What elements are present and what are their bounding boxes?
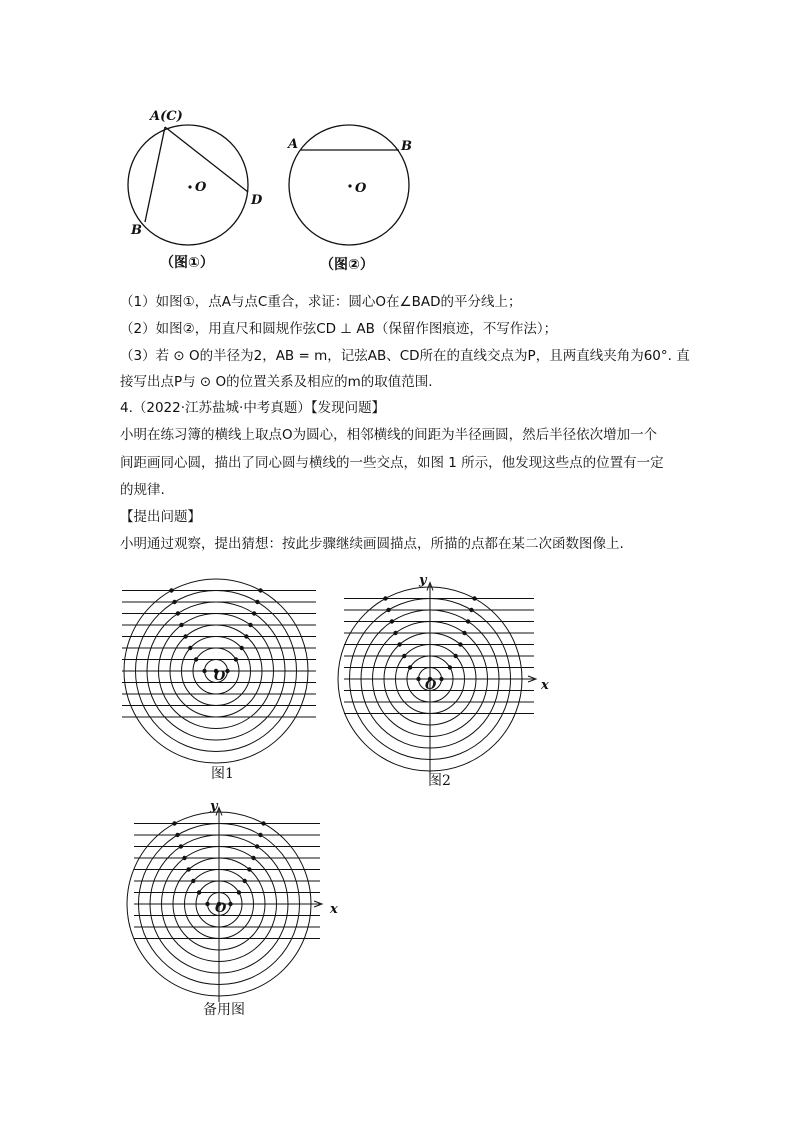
intersection-point	[469, 608, 473, 612]
intersection-point	[390, 619, 394, 623]
circle-o	[128, 125, 248, 245]
problem-4-pose-question: 【提出问题】	[120, 509, 201, 525]
label-b: B	[401, 139, 412, 154]
chord-ad	[165, 127, 248, 192]
intersection-point	[466, 619, 470, 623]
label-b: B	[131, 223, 142, 238]
x-axis-label: x	[330, 902, 338, 917]
intersection-point	[172, 821, 176, 825]
center-dot	[188, 185, 191, 188]
label-a-c: A(C)	[150, 109, 183, 124]
label-d: D	[251, 193, 263, 208]
intersection-point	[393, 631, 397, 635]
y-axis-label: y	[419, 573, 427, 588]
grid-figure-2-caption: 图2	[428, 773, 451, 789]
label-o: O	[195, 180, 207, 195]
intersection-point	[183, 634, 187, 638]
intersection-point	[258, 833, 262, 837]
intersection-point	[255, 600, 259, 604]
problem-4-line-4: 小明通过观察，提出猜想：按此步骤继续画圆描点，所描的点都在某二次函数图像上.	[120, 536, 624, 552]
intersection-point	[244, 634, 248, 638]
intersection-point	[243, 879, 247, 883]
center-dot	[348, 184, 351, 187]
figure-1-caption: （图①）	[160, 255, 214, 271]
question-3-line-2: 接写出点P与 ⊙ O的位置关系及相应的m的取值范围.	[120, 374, 433, 390]
chord-ab	[145, 127, 165, 222]
intersection-point	[194, 657, 198, 661]
intersection-point	[176, 611, 180, 615]
intersection-point	[439, 677, 443, 681]
x-axis-label: x	[541, 678, 549, 693]
question-1: （1）如图①，点A与点C重合，求证：圆心O在∠BAD的平分线上；	[120, 294, 522, 310]
figure-1-circle-chords	[118, 100, 278, 245]
intersection-point	[472, 596, 476, 600]
center-label-o: O	[425, 678, 437, 693]
figure-2-caption: （图②）	[320, 257, 374, 273]
intersection-point	[408, 665, 412, 669]
intersection-point	[234, 657, 238, 661]
grid-figure-1	[120, 572, 320, 762]
intersection-point	[261, 821, 265, 825]
grid-figure-2	[342, 572, 562, 767]
intersection-point	[188, 646, 192, 650]
label-o: O	[355, 181, 367, 196]
intersection-point	[197, 890, 201, 894]
intersection-point	[386, 608, 390, 612]
y-axis-label: y	[210, 799, 218, 814]
intersection-point	[255, 844, 259, 848]
intersection-point	[397, 642, 401, 646]
intersection-point	[172, 600, 176, 604]
center-label-o: O	[215, 901, 227, 916]
problem-4-line-2: 间距画同心圆，描出了同心圆与横线的一些交点，如图 1 所示，他发现这些点的位置有一定	[120, 455, 664, 471]
intersection-point	[251, 856, 255, 860]
problem-4-line-1: 小明在练习簿的横线上取点O为圆心，相邻横线的间距为半径画圆，然后半径依次增加一个	[120, 427, 658, 443]
center-label-o: O	[214, 669, 226, 684]
intersection-point	[252, 611, 256, 615]
question-3-line-1: （3）若 ⊙ O的半径为2，AB = m，记弦AB、CD所在的直线交点为P，且两直线夹角为60°. 直	[120, 348, 690, 364]
grid-figure-spare-caption: 备用图	[203, 1002, 245, 1018]
intersection-point	[202, 669, 206, 673]
intersection-point	[462, 631, 466, 635]
intersection-point	[179, 623, 183, 627]
intersection-point	[169, 588, 173, 592]
intersection-point	[402, 654, 406, 658]
intersection-point	[258, 588, 262, 592]
intersection-point	[416, 677, 420, 681]
intersection-point	[237, 890, 241, 894]
intersection-point	[248, 623, 252, 627]
intersection-point	[383, 596, 387, 600]
intersection-point	[240, 646, 244, 650]
grid-figure-1-caption: 图1	[211, 766, 234, 782]
figure-2-circle-chord	[280, 120, 420, 250]
intersection-point	[448, 665, 452, 669]
intersection-point	[458, 642, 462, 646]
problem-4-line-3: 的规律.	[120, 482, 165, 498]
intersection-point	[191, 879, 195, 883]
grid-figure-spare	[128, 796, 348, 992]
intersection-point	[454, 654, 458, 658]
intersection-point	[225, 669, 229, 673]
intersection-point	[186, 867, 190, 871]
problem-4-header: 4.（2022·江苏盐城·中考真题）【发现问题】	[120, 400, 386, 416]
intersection-point	[179, 844, 183, 848]
intersection-point	[228, 902, 232, 906]
intersection-point	[182, 856, 186, 860]
intersection-point	[175, 833, 179, 837]
question-2: （2）如图②，用直尺和圆规作弦CD ⊥ AB（保留作图痕迹，不写作法）；	[120, 321, 558, 337]
label-a: A	[288, 137, 299, 152]
intersection-point	[205, 902, 209, 906]
intersection-point	[247, 867, 251, 871]
